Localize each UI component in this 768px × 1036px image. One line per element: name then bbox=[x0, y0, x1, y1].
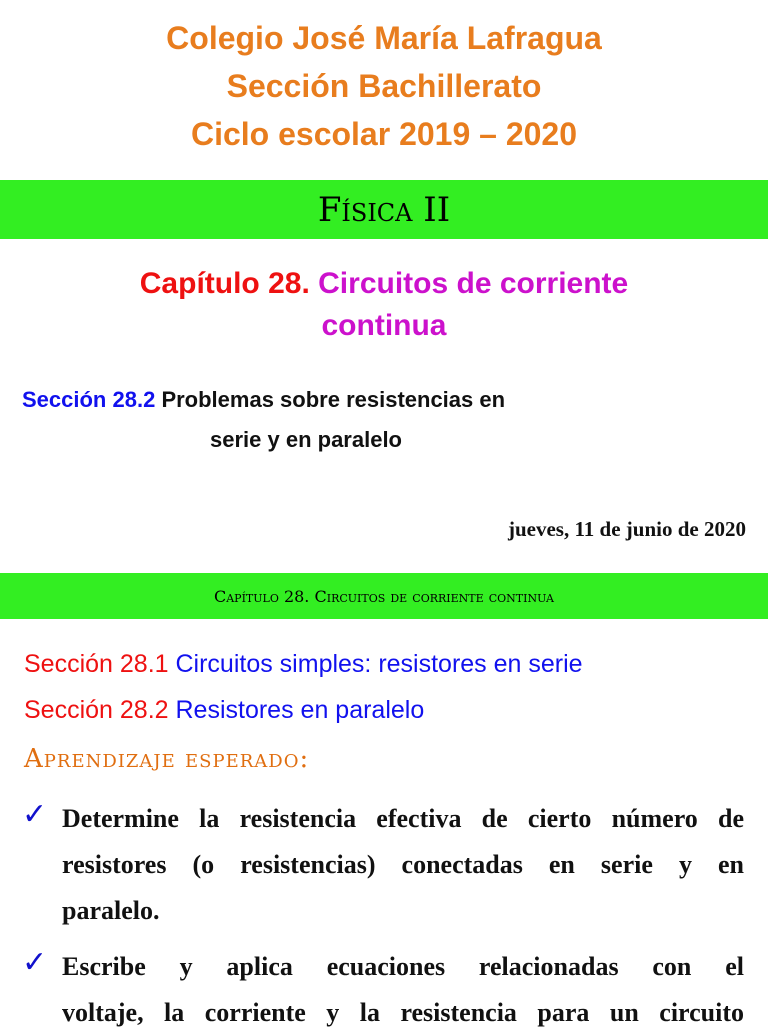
school-header bbox=[0, 14, 768, 158]
date-label: jueves, 11 de junio de 2020 bbox=[507, 517, 746, 541]
checkmark-icon: ✓ bbox=[22, 797, 48, 832]
chapter-title-line2: continua bbox=[321, 309, 447, 342]
section-title-line2: serie y en paralelo bbox=[210, 427, 402, 452]
learning-bullet bbox=[22, 944, 744, 1036]
subject-band bbox=[0, 180, 768, 239]
bullet-line: voltaje, la corriente y la resistencia para un circuito bbox=[62, 998, 744, 1027]
section-prefix: Sección 28.2 bbox=[22, 387, 156, 412]
bullet-line: paralelo. bbox=[62, 896, 160, 925]
school-year: Ciclo escolar 2019 – 2020 bbox=[190, 116, 578, 152]
learning-heading: Aprendizaje esperado: bbox=[24, 744, 310, 774]
section-item-title: Circuitos simples: resistores en serie bbox=[175, 650, 583, 678]
school-name: Colegio José María Lafragua bbox=[166, 20, 602, 56]
subject-title: Física II bbox=[317, 189, 451, 230]
checkmark-icon: ✓ bbox=[22, 945, 48, 980]
section-title-line1: Problemas sobre resistencias en bbox=[161, 387, 506, 412]
section-item bbox=[24, 696, 424, 725]
section-item-prefix: Sección 28.1 bbox=[24, 650, 169, 678]
chapter-title bbox=[0, 263, 768, 347]
section-item-prefix: Sección 28.2 bbox=[24, 696, 169, 724]
learning-bullet bbox=[22, 796, 744, 934]
chapter-band bbox=[0, 573, 768, 619]
section-item-title: Resistores en paralelo bbox=[175, 696, 425, 724]
bullet-line: Escribe y aplica ecuaciones relacionadas con el bbox=[62, 952, 744, 981]
chapter-prefix: Capítulo 28. bbox=[139, 267, 310, 300]
section-title bbox=[22, 380, 752, 460]
school-section: Sección Bachillerato bbox=[226, 68, 542, 104]
bullet-line: Determine la resistencia efectiva de cierto número de bbox=[62, 804, 744, 833]
chapter-title-line1: Circuitos de corriente bbox=[318, 267, 629, 300]
bullet-line: resistores (o resistencias) conectadas en serie y en bbox=[62, 850, 744, 879]
section-item bbox=[24, 650, 583, 679]
chapter-band-label: Capítulo 28. Circuitos de corriente continua bbox=[214, 586, 554, 606]
